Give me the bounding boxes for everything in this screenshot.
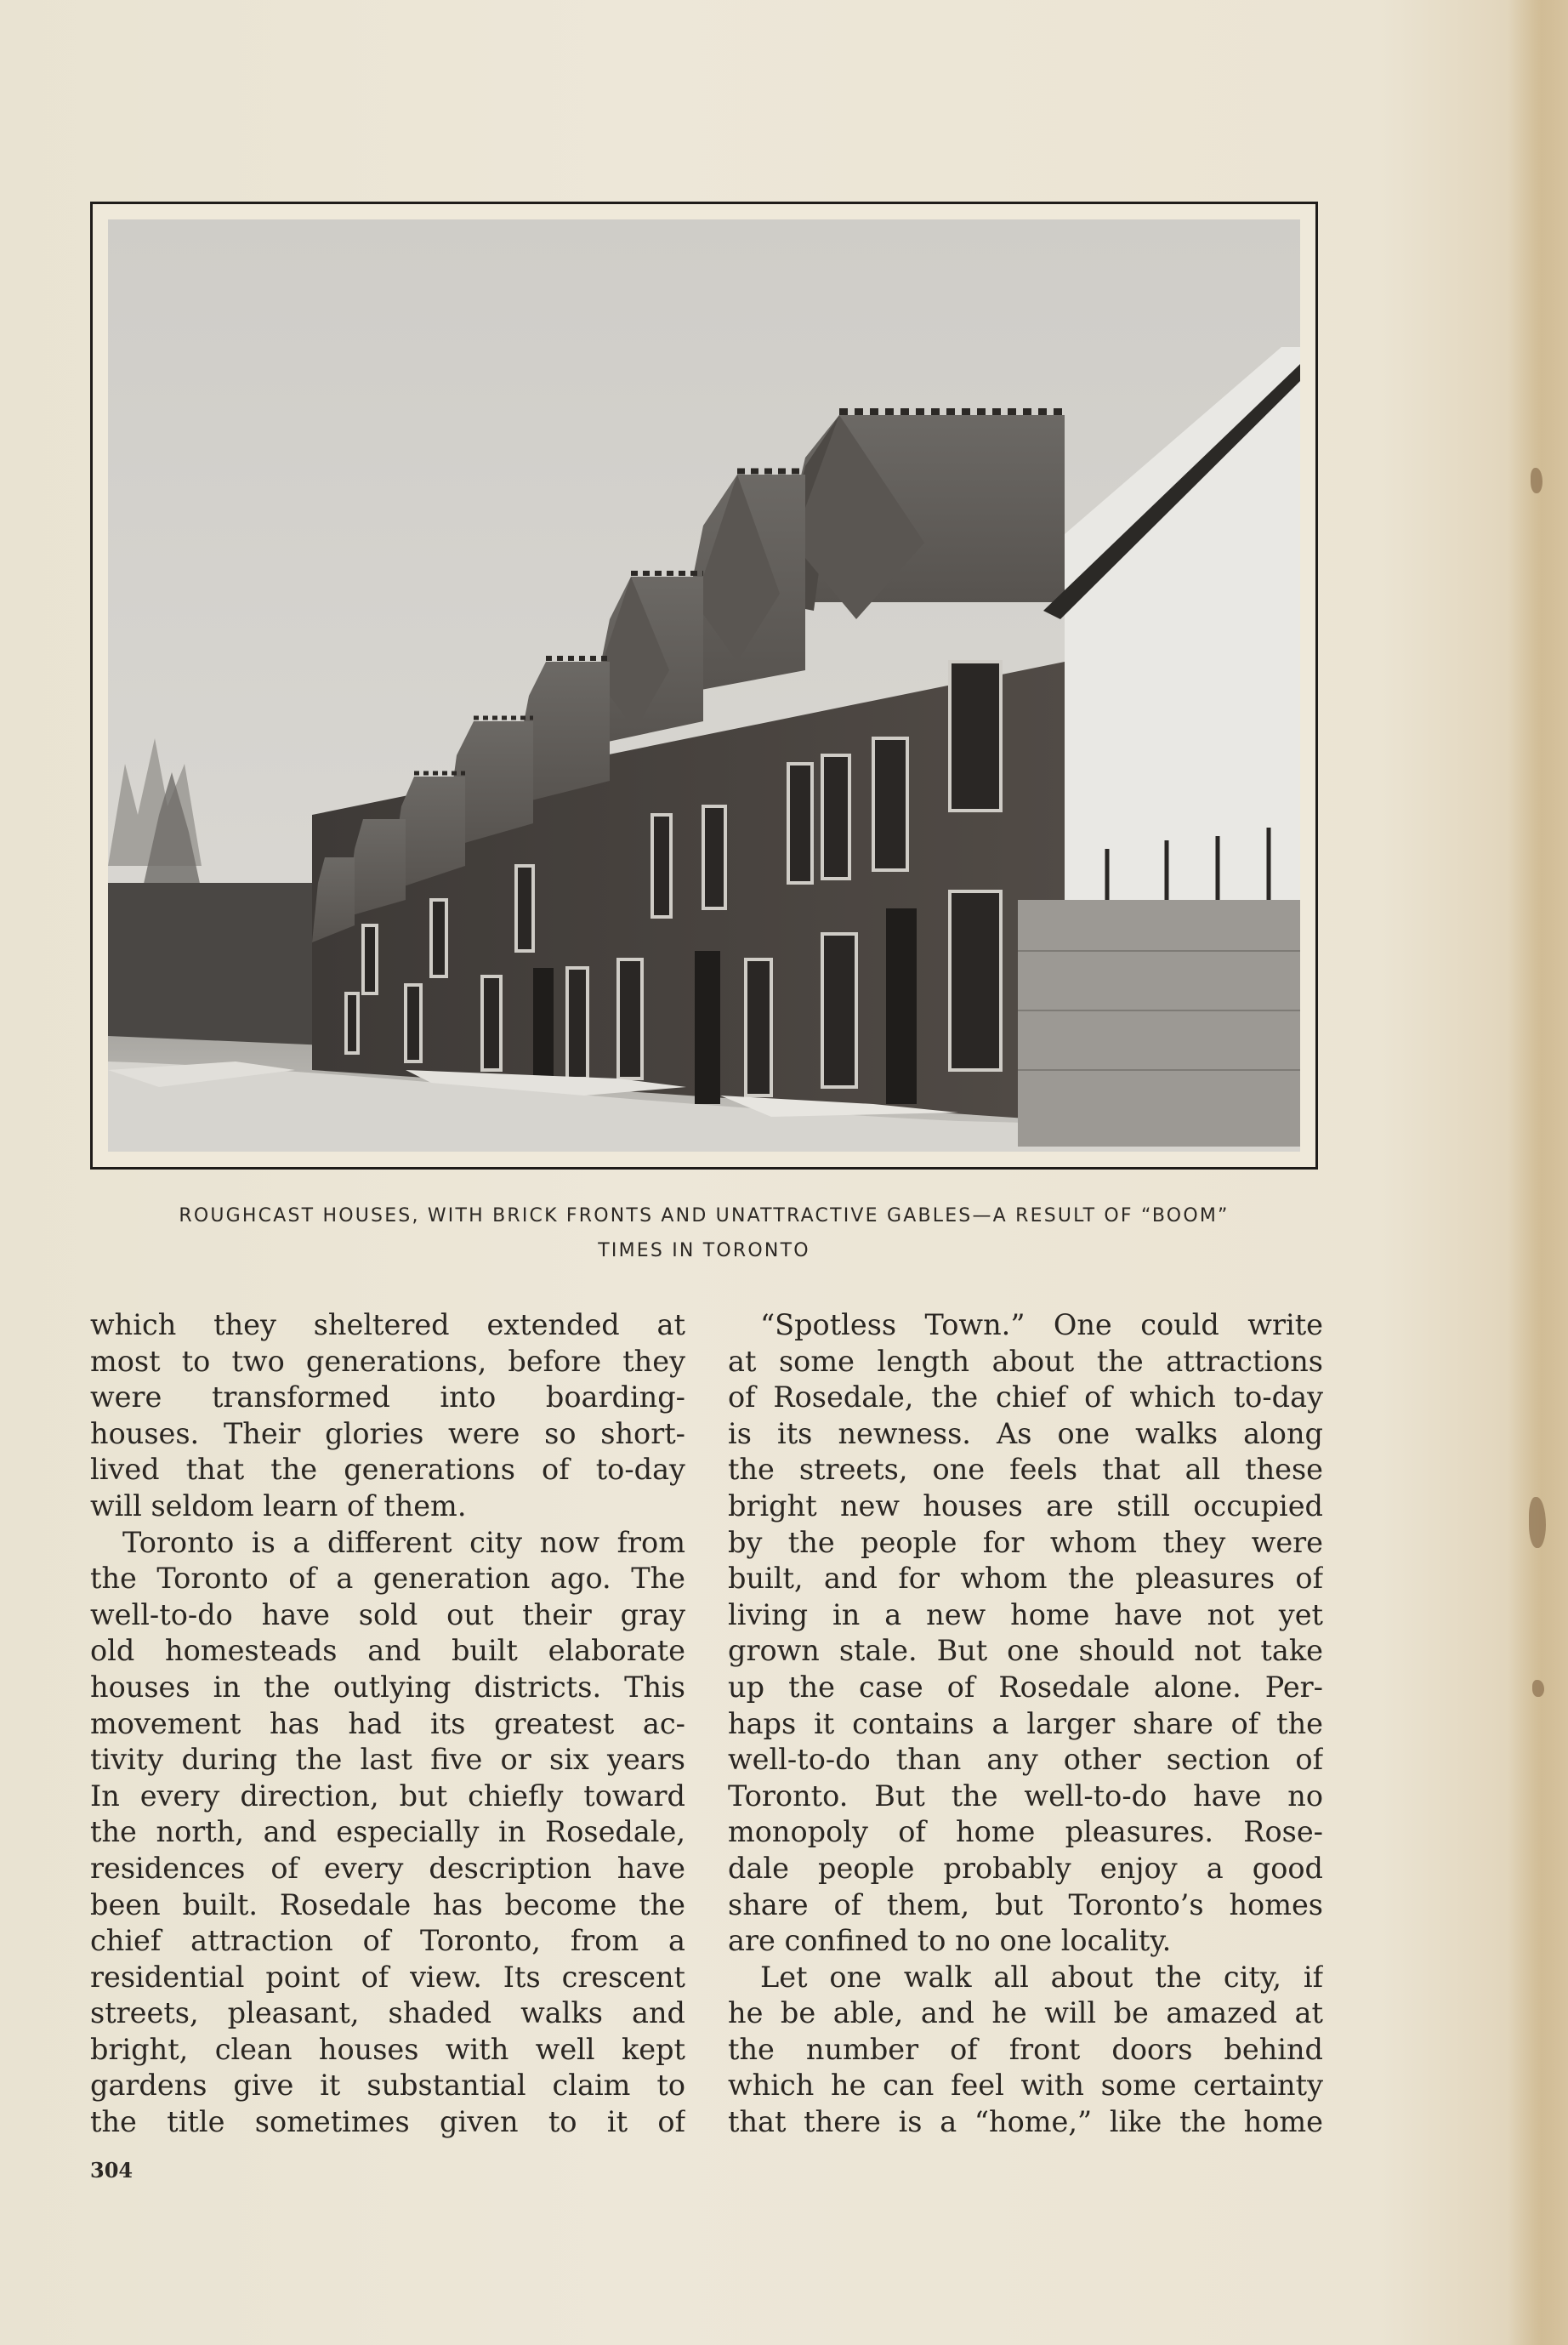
text-line: most to two generations, before they bbox=[90, 1344, 685, 1378]
photo-caption-line-1: ROUGHCAST HOUSES, WITH BRICK FRONTS AND UNATTRACTIVE GABLES—A RESULT OF “BOOM” bbox=[179, 1205, 1230, 1227]
text-line: by the people for whom they were bbox=[728, 1525, 1323, 1559]
text-line: grown stale. But one should not take bbox=[728, 1634, 1323, 1668]
text-line: Toronto. But the well-to-do have no bbox=[728, 1779, 1323, 1813]
text-line: which they sheltered extended at bbox=[90, 1308, 685, 1341]
page-gutter-shadow bbox=[1508, 0, 1568, 2345]
text-line: dale people probably enjoy a good bbox=[728, 1851, 1323, 1885]
text-line: been built. Rosedale has become the bbox=[90, 1887, 685, 1921]
photo-frame bbox=[90, 202, 1318, 1170]
paper-blemish-mark bbox=[1531, 468, 1542, 493]
text-line: bright new houses are still occupied bbox=[728, 1488, 1323, 1523]
page-number: 304 bbox=[90, 2158, 134, 2183]
text-line: movement has had its greatest ac- bbox=[90, 1706, 685, 1740]
text-line: were transformed into boarding- bbox=[90, 1380, 685, 1414]
text-line: well-to-do have sold out their gray bbox=[90, 1597, 685, 1631]
text-line: that there is a “home,” like the home bbox=[728, 2105, 1323, 2139]
text-line: residential point of view. Its crescent bbox=[90, 1960, 685, 1994]
text-line: residences of every description have bbox=[90, 1851, 685, 1885]
text-line: built, and for whom the pleasures of bbox=[728, 1562, 1323, 1596]
text-line: of Rosedale, the chief of which to-day bbox=[728, 1380, 1323, 1414]
text-line: he be able, and he will be amazed at bbox=[728, 1996, 1323, 2030]
text-line: bright, clean houses with well kept bbox=[90, 2032, 685, 2066]
text-line: In every direction, but chiefly toward bbox=[90, 1779, 685, 1813]
text-line: at some length about the attractions bbox=[728, 1344, 1323, 1378]
text-line: old homesteads and built elaborate bbox=[90, 1634, 685, 1668]
text-line: is its newness. As one walks along bbox=[728, 1416, 1323, 1450]
text-line: lived that the generations of to-day bbox=[90, 1453, 685, 1487]
text-line: up the case of Rosedale alone. Per- bbox=[728, 1670, 1323, 1704]
text-line: well-to-do than any other section of bbox=[728, 1743, 1323, 1777]
left-text-column bbox=[90, 1307, 685, 2141]
text-line: houses. Their glories were so short- bbox=[90, 1416, 685, 1450]
paper-blemish-mark bbox=[1532, 1680, 1544, 1697]
text-line: which he can feel with some certainty bbox=[728, 2069, 1323, 2103]
text-line: Let one walk all about the city, if bbox=[760, 1960, 1323, 1994]
text-line: Toronto is a different city now from bbox=[122, 1525, 685, 1559]
text-line: chief attraction of Toronto, from a bbox=[90, 1924, 685, 1958]
text-line: are confined to no one locality. bbox=[728, 1924, 1172, 1958]
text-line: houses in the outlying districts. This bbox=[90, 1670, 685, 1704]
text-line: streets, pleasant, shaded walks and bbox=[90, 1996, 685, 2030]
text-line: will seldom learn of them. bbox=[90, 1488, 467, 1523]
text-line: gardens give it substantial claim to bbox=[90, 2069, 685, 2103]
text-line: living in a new home have not yet bbox=[728, 1597, 1323, 1631]
photo-illustration bbox=[108, 219, 1300, 1152]
text-line: the Toronto of a generation ago. The bbox=[90, 1562, 685, 1596]
text-line: the title sometimes given to it of bbox=[90, 2105, 685, 2139]
text-line: haps it contains a larger share of the bbox=[728, 1706, 1323, 1740]
text-line: “Spotless Town.” One could write bbox=[760, 1308, 1323, 1341]
right-text-column bbox=[728, 1307, 1323, 2141]
text-line: the north, and especially in Rosedale, bbox=[90, 1815, 685, 1849]
text-line: monopoly of home pleasures. Rose- bbox=[728, 1815, 1323, 1849]
photo-caption-line-2: TIMES IN TORONTO bbox=[598, 1240, 810, 1261]
text-line: the streets, one feels that all these bbox=[728, 1453, 1323, 1487]
row-houses-photo bbox=[108, 219, 1300, 1152]
text-line: share of them, but Toronto’s homes bbox=[728, 1887, 1323, 1921]
text-line: tivity during the last five or six years bbox=[90, 1743, 685, 1777]
text-line: the number of front doors behind bbox=[728, 2032, 1323, 2066]
